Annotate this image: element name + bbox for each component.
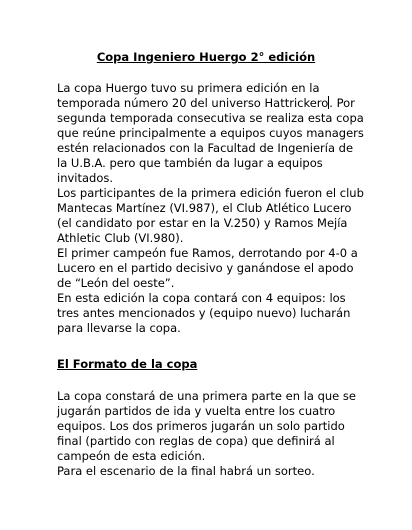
paragraph-line: invitados. — [57, 171, 114, 185]
paragraph-line: para llevarse la copa. — [57, 321, 181, 335]
paragraph-line: El primer campeón fue Ramos, derrotando por 4-0 a — [57, 246, 358, 260]
paragraph-line: jugarán partidos de ida y vuelta entre los cuatro — [57, 404, 336, 418]
paragraph-line: campeón de esta edición. — [57, 449, 206, 463]
paragraph-line: La copa Huergo tuvo su primera edición en la — [57, 81, 320, 95]
paragraph-line: tres antes mencionados y (equipo nuevo) lucharán — [57, 306, 351, 320]
paragraph-line: que reúne principalmente a equipos cuyos managers — [57, 126, 364, 140]
paragraph-line: segunda temporada consecutiva se realiza esta copa — [57, 111, 364, 125]
paragraph-line: Para el escenario de la final habrá un sorteo. — [57, 464, 315, 478]
paragraph-line: estén relacionados con la Facultad de Ingeniería de — [57, 141, 354, 155]
paragraph-line: Mantecas Martínez (VI.987), el Club Atlético Lucero — [57, 201, 352, 215]
paragraph-line-text: temporada número 20 del universo Hattrickero — [57, 96, 329, 110]
paragraph-line-text: . Por — [329, 96, 355, 110]
paragraph-line: Athletic Club (VI.980). — [57, 231, 184, 245]
paragraph-line: de “León del oeste”. — [57, 276, 175, 290]
document-title: Copa Ingeniero Huergo 2° edición — [96, 50, 316, 64]
paragraph-line: final (partido con reglas de copa) que definirá al — [57, 434, 335, 448]
paragraph-line: (el candidato por estar en la V.250) y Ramos Mejía — [57, 216, 348, 230]
paragraph-line: La copa constará de una primera parte en la que se — [57, 389, 356, 403]
paragraph-line: En esta edición la copa contará con 4 equipos: los — [57, 291, 346, 305]
paragraph-line: Lucero en el partido decisivo y ganándose el apodo — [57, 261, 354, 275]
paragraph-line: equipos. Los dos primeros jugarán un solo partido — [57, 419, 345, 433]
section-heading: El Formato de la copa — [57, 357, 198, 371]
paragraph-line: Los participantes de la primera edición fueron el club — [57, 186, 364, 200]
paragraph-line — [57, 96, 355, 111]
paragraph-line: la U.B.A. pero que también da lugar a equipos — [57, 156, 323, 170]
